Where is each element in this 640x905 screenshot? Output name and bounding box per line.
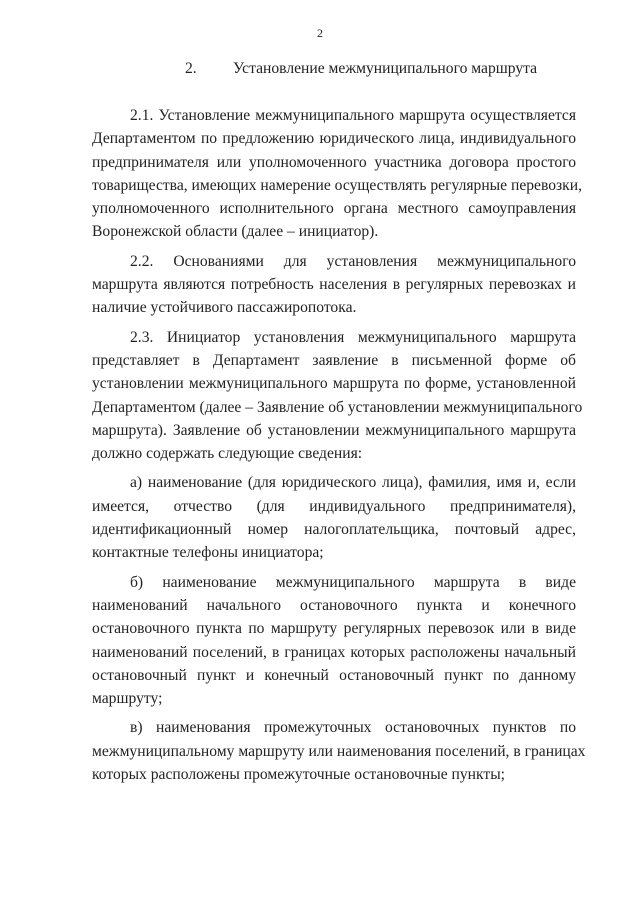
text-line: в) наименования промежуточных остановочных пунктов по <box>130 719 576 737</box>
text-line: а) наименование (для юридического лица), фамилия, имя и, если <box>130 474 576 492</box>
text-line: наименований начального остановочного пункта и конечного <box>92 596 576 614</box>
list-item-b <box>92 571 576 711</box>
text-line: остановочного пункта по маршруту регулярных перевозок или в виде <box>92 620 576 638</box>
text-line: остановочный пункт и конечный остановочный пункт по данному <box>92 666 576 684</box>
section-heading <box>185 60 537 78</box>
section-number: 2. <box>185 60 197 77</box>
text-line: 2.1. Установление межмуниципального маршрута осуществляется <box>130 107 576 124</box>
text-line: имеется, отчество (для индивидуального предпринимателя), <box>92 497 576 515</box>
text-line: маршрута являются потребность населения в регулярных перевозках и <box>92 276 576 294</box>
text-line: контактные телефоны инициатора; <box>92 544 324 562</box>
paragraph-2-3 <box>92 326 583 466</box>
list-item-a <box>92 471 576 564</box>
document-body <box>92 104 586 792</box>
text-line: товарищества, имеющих намерение осуществлять регулярные перевозки, <box>92 176 582 194</box>
paragraph-2-1 <box>92 104 582 244</box>
text-line: б) наименование межмуниципального маршрута в виде <box>130 573 576 591</box>
text-line: установлении межмуниципального маршрута по форме, установленной <box>92 375 576 393</box>
text-line: наличие устойчивого пассажиропотока. <box>92 299 357 317</box>
text-line: которых расположены промежуточные остановочные пункты; <box>92 766 506 784</box>
text-line: наименований поселений, в границах которых расположены начальный <box>92 643 576 661</box>
section-title: Установление межмуниципального маршрута <box>233 60 538 77</box>
text-line: должно содержать следующие сведения: <box>92 445 363 463</box>
text-line: маршруту; <box>92 690 163 708</box>
text-line: предпринимателя или уполномоченного участника договора простого <box>92 153 576 171</box>
list-item-v <box>92 716 586 786</box>
page-number: 2 <box>317 26 323 40</box>
text-line: 2.3. Инициатор установления межмуниципального маршрута <box>130 328 576 346</box>
text-line: Департаментом (далее – Заявление об установлении межмуниципального <box>92 398 583 416</box>
text-line: Департаментом по предложению юридического лица, индивидуального <box>92 130 576 148</box>
paragraph-2-2 <box>92 250 576 320</box>
text-line: уполномоченного исполнительного органа местного самоуправления <box>92 200 576 218</box>
text-line: представляет в Департамент заявление в письменной форме об <box>92 351 576 369</box>
text-line: идентификационный номер налогоплательщика, почтовый адрес, <box>92 521 576 539</box>
text-line: Воронежской области (далее – инициатор). <box>92 223 379 241</box>
text-line: межмуниципальному маршруту или наименования поселений, в границах <box>92 742 586 760</box>
text-line: маршрута). Заявление об установлении межмуниципального маршрута <box>92 421 576 439</box>
text-line: 2.2. Основаниями для установления межмуниципального <box>130 252 576 270</box>
